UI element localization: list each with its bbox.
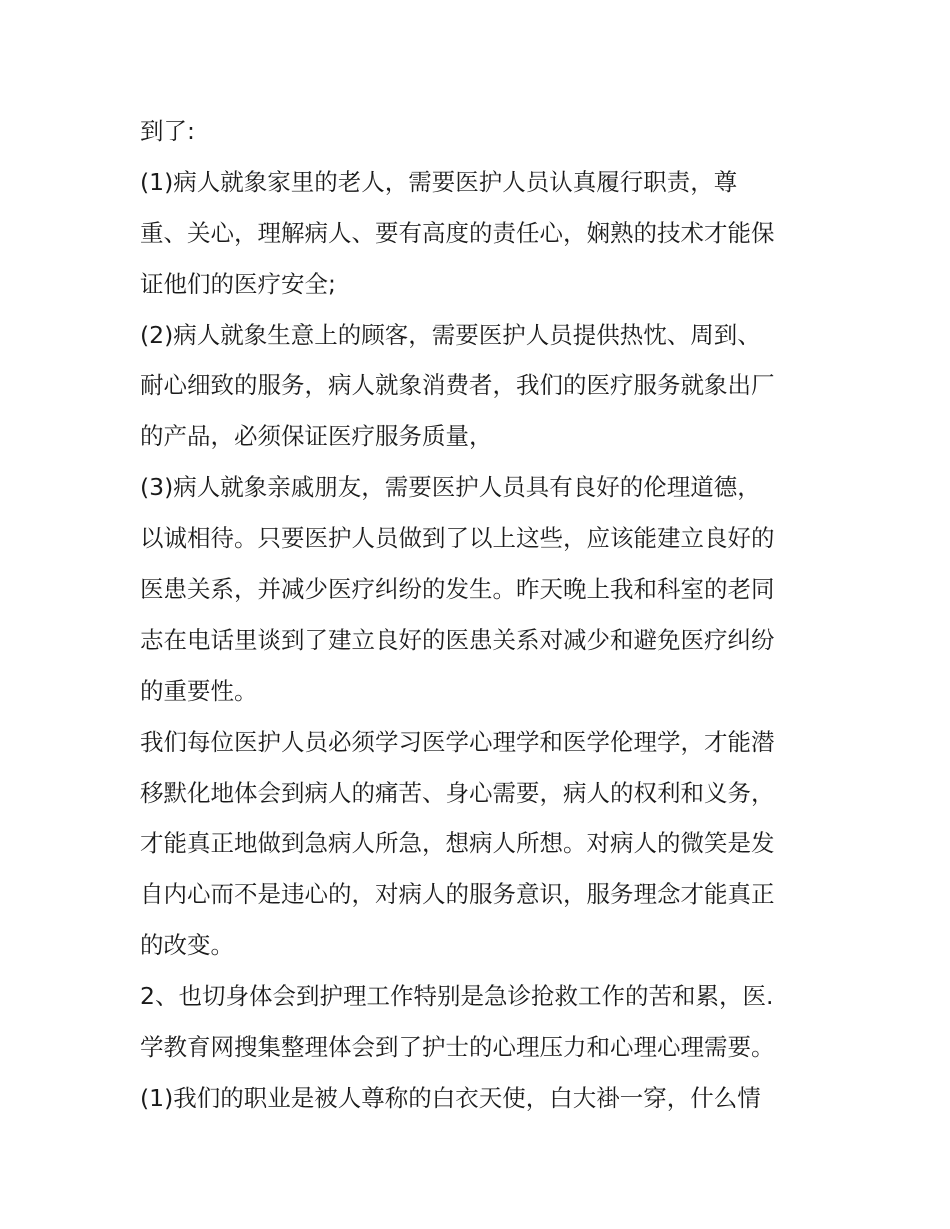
text-line: 才能真正地做到急病人所急，想病人所想。对病人的微笑是发	[140, 829, 775, 858]
text-line: 医患关系，并减少医疗纠纷的发生。昨天晚上我和科室的老同	[140, 575, 775, 604]
text-line: 的改变。	[140, 931, 234, 960]
text-line: 以诚相待。只要医护人员做到了以上这些，应该能建立良好的	[140, 524, 775, 553]
text-line: (2)病人就象生意上的顾客，需要医护人员提供热忱、周到、	[140, 320, 761, 349]
text-line: 移默化地体会到病人的痛苦、身心需要，病人的权利和义务，	[140, 778, 775, 807]
text-line: 的产品，必须保证医疗服务质量，	[140, 422, 493, 451]
text-line: (1)病人就象家里的老人，需要医护人员认真履行职责，尊	[140, 167, 738, 196]
text-line: 重、关心，理解病人、要有高度的责任心，娴熟的技术才能保	[140, 218, 775, 247]
text-line: 耐心细致的服务，病人就象消费者，我们的医疗服务就象出厂	[140, 371, 775, 400]
text-line: 到了:	[140, 117, 195, 145]
text-line: 的重要性。	[140, 676, 258, 705]
text-line: 学教育网搜集整理体会到了护士的心理压力和心理心理需要。	[140, 1033, 775, 1062]
text-line: 我们每位医护人员必须学习医学心理学和医学伦理学，才能潜	[140, 727, 775, 756]
text-line: 志在电话里谈到了建立良好的医患关系对减少和避免医疗纠纷	[140, 625, 775, 654]
body-text	[140, 106, 830, 1124]
text-line: (3)病人就象亲戚朋友，需要医护人员具有良好的伦理道德，	[140, 473, 761, 502]
text-line: 2、也切身体会到护理工作特别是急诊抢救工作的苦和累，医.	[140, 982, 774, 1011]
text-line: 证他们的医疗安全;	[140, 269, 336, 298]
text-line: 自内心而不是违心的，对病人的服务意识，服务理念才能真正	[140, 880, 775, 909]
text-line: (1)我们的职业是被人尊称的白衣天使，白大褂一穿，什么情	[140, 1083, 761, 1112]
